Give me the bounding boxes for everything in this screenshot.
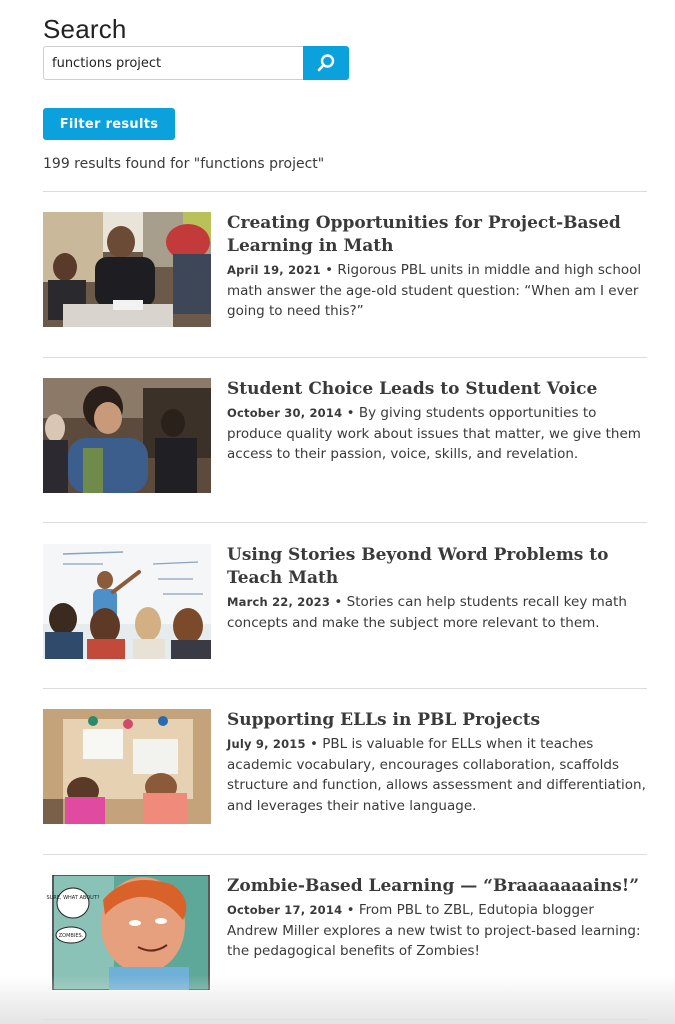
- results-count: 199 results found for "functions project": [43, 156, 325, 172]
- result-snippet: PBL is valuable for ELLs when it teaches academic vocabulary, encourages collaboration, scaffolds structure and function, allows assessment and differentiation, and leverages their native language.: [227, 736, 646, 814]
- result-snippet: Stories can help students recall key math concepts and make the subject more relevant to them.: [227, 594, 627, 631]
- result-title[interactable]: Using Stories Beyond Word Problems to Teach Math: [227, 545, 609, 588]
- result-title[interactable]: Creating Opportunities for Project-Based Learning in Math: [227, 213, 621, 256]
- bottom-fade-overlay: [0, 975, 675, 1024]
- page-title: Search: [43, 14, 127, 44]
- result-thumbnail-zombie-comic[interactable]: [43, 875, 211, 990]
- date-separator: •: [305, 736, 323, 752]
- result-title[interactable]: Supporting ELLs in PBL Projects: [227, 710, 541, 730]
- result-description: [227, 900, 647, 962]
- result-date: April 19, 2021: [227, 263, 321, 277]
- divider: [43, 191, 647, 192]
- result-date: July 9, 2015: [227, 737, 306, 751]
- result-description: [227, 260, 647, 322]
- result-date: October 30, 2014: [227, 406, 343, 420]
- result-title[interactable]: Zombie-Based Learning — “Braaaaaaains!”: [227, 876, 640, 896]
- result-date: March 22, 2023: [227, 595, 331, 609]
- divider: [43, 357, 647, 358]
- result-thumbnail-classroom-discussion[interactable]: [43, 212, 211, 327]
- speech-bubble-text: SURE, WHAT ABOUT?: [46, 895, 100, 901]
- result-description: [227, 734, 647, 816]
- search-input[interactable]: [43, 46, 303, 80]
- date-separator: •: [342, 405, 359, 421]
- divider: [43, 854, 647, 855]
- date-separator: •: [342, 902, 359, 918]
- search-icon: [316, 53, 336, 73]
- result-thumbnail-whiteboard-lesson[interactable]: [43, 544, 211, 659]
- result-snippet: From PBL to ZBL, Edutopia blogger Andrew Miller explores a new twist to project-based learning: the pedagogical benefits of Zombies!: [227, 902, 641, 959]
- search-bar: [43, 46, 349, 80]
- date-separator: •: [330, 594, 347, 610]
- result-thumbnail-student-hallway[interactable]: [43, 378, 211, 493]
- filter-results-button[interactable]: Filter results: [43, 108, 175, 140]
- result-snippet: Rigorous PBL units in middle and high school math answer the age-old student question: “When am I ever going to need this?”: [227, 262, 642, 319]
- result-date: October 17, 2014: [227, 903, 343, 917]
- divider: [43, 522, 647, 523]
- result-snippet: By giving students opportunities to produce quality work about issues that matter, we give them access to their passion, voice, skills, and revelation.: [227, 405, 641, 462]
- search-button[interactable]: [303, 46, 349, 80]
- result-description: [227, 403, 647, 465]
- speech-bubble-text: ZOMBIES.: [58, 933, 84, 939]
- result-thumbnail-students-working-table[interactable]: [43, 709, 211, 824]
- result-description: [227, 592, 647, 633]
- divider: [43, 688, 647, 689]
- result-title[interactable]: Student Choice Leads to Student Voice: [227, 379, 598, 399]
- date-separator: •: [320, 262, 338, 278]
